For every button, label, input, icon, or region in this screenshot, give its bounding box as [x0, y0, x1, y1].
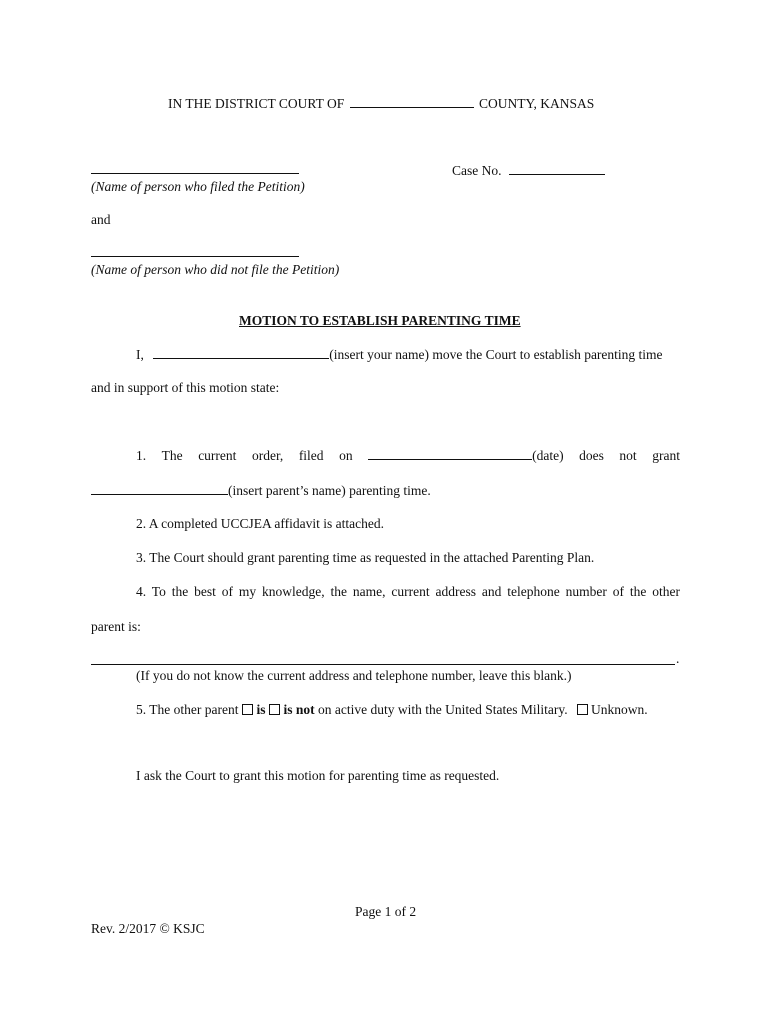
- is-not-checkbox[interactable]: [269, 704, 280, 715]
- item-1-word: not: [619, 448, 637, 463]
- petitioner-name-blank[interactable]: [91, 173, 299, 174]
- parent-name-blank[interactable]: [91, 482, 228, 495]
- item-1-word: order,: [251, 448, 284, 463]
- case-number: [452, 162, 605, 179]
- intro-suffix: (insert your name) move the Court to establish parenting time: [329, 347, 663, 362]
- item-1-word: filed: [298, 448, 324, 463]
- item-1-line-2: [91, 482, 431, 499]
- item-4-line-1: 4. To the best of my knowledge, the name, current address and telephone number of the other: [136, 584, 680, 599]
- item-1-date-group: [368, 447, 563, 464]
- other-parent-info-blank[interactable]: [91, 664, 675, 665]
- court-header-suffix: COUNTY, KANSAS: [478, 96, 595, 111]
- item-5-middle: on active duty with the United States Military.: [318, 702, 568, 717]
- intro-line-2: and in support of this motion state:: [91, 380, 280, 395]
- item-1-word: current: [198, 448, 237, 463]
- item-1-word: does: [579, 448, 604, 463]
- item-2: 2. A completed UCCJEA affidavit is attached.: [136, 516, 384, 531]
- item-3: 3. The Court should grant parenting time as requested in the attached Parenting Plan.: [136, 550, 595, 565]
- item-5-prefix: 5. The other parent: [136, 702, 239, 717]
- case-number-blank[interactable]: [509, 162, 605, 175]
- respondent-caption: (Name of person who did not file the Petition): [91, 262, 340, 277]
- item-5: [136, 702, 648, 718]
- motion-title: MOTION TO ESTABLISH PARENTING TIME: [239, 313, 521, 328]
- page-number: Page 1 of 2: [355, 904, 417, 919]
- case-no-label: Case No.: [452, 163, 502, 178]
- intro-line-1: [136, 346, 663, 363]
- intro-prefix: I,: [136, 347, 144, 362]
- closing-statement: I ask the Court to grant this motion for parenting time as requested.: [136, 768, 500, 783]
- revision-note: Rev. 2/2017 © KSJC: [91, 921, 205, 936]
- is-label: is: [256, 702, 266, 717]
- item-4-line-2: parent is:: [91, 619, 141, 634]
- item-4-period: .: [676, 651, 680, 666]
- unknown-checkbox[interactable]: [577, 704, 588, 715]
- petitioner-caption: (Name of person who filed the Petition): [91, 179, 305, 194]
- order-date-blank[interactable]: [368, 447, 532, 460]
- item-1-word: The: [161, 448, 183, 463]
- is-not-label: is not: [283, 702, 315, 717]
- item-4-note: (If you do not know the current address and telephone number, leave this blank.): [136, 668, 572, 683]
- your-name-blank[interactable]: [153, 346, 329, 359]
- item-1-word: on: [339, 448, 353, 463]
- item-1-date-label: (date): [532, 448, 564, 463]
- court-header: [168, 95, 594, 112]
- respondent-name-blank[interactable]: [91, 256, 299, 257]
- county-name-blank[interactable]: [350, 95, 474, 108]
- unknown-label: Unknown.: [590, 702, 648, 717]
- item-1-line-2-suffix: (insert parent’s name) parenting time.: [228, 483, 431, 498]
- is-checkbox[interactable]: [242, 704, 253, 715]
- item-1-line-1: [136, 447, 680, 464]
- item-1-word: grant: [652, 448, 680, 463]
- and-label: and: [91, 212, 111, 227]
- item-1-word: 1.: [136, 448, 147, 463]
- court-header-prefix: IN THE DISTRICT COURT OF: [168, 96, 345, 111]
